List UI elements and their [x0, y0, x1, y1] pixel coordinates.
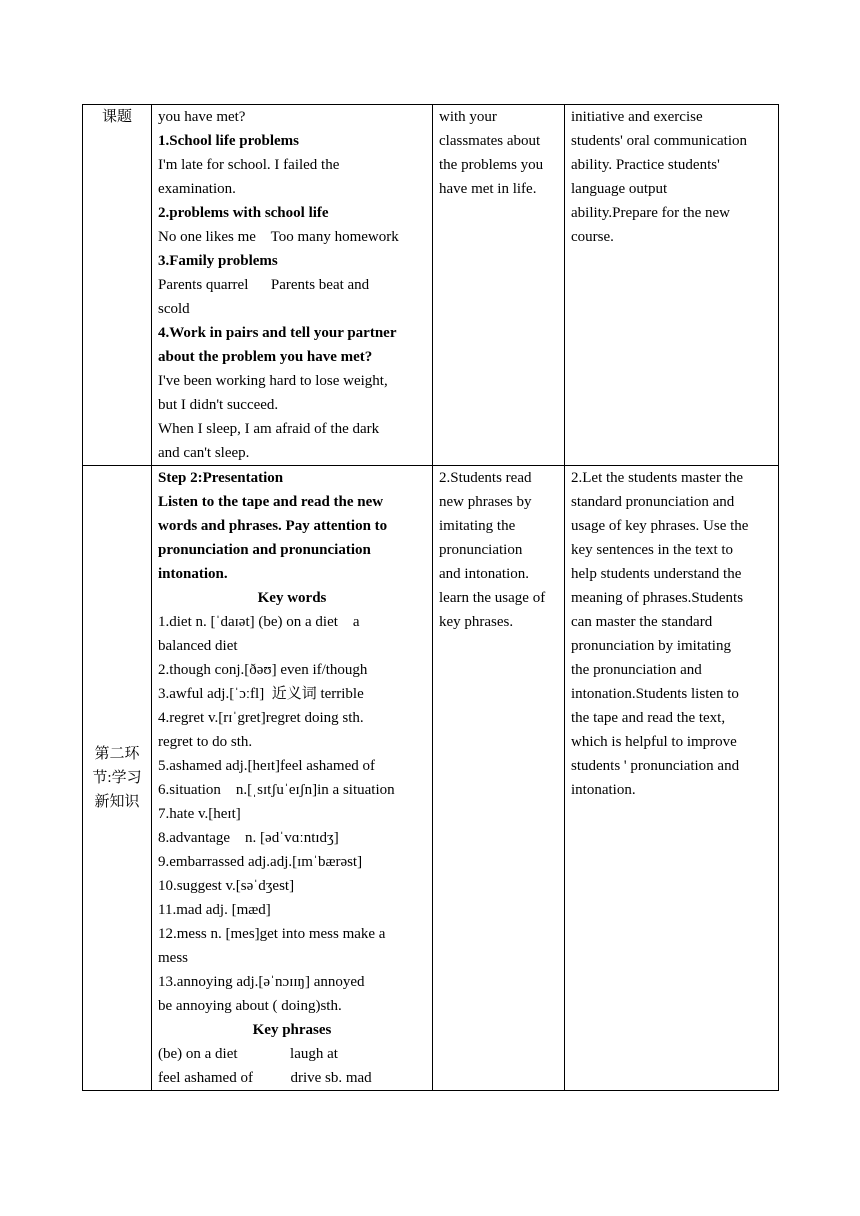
text-line: Key words [257, 590, 327, 606]
table-row [83, 105, 779, 466]
text-line: you have met? [158, 109, 246, 125]
text-line: and intonation. [439, 566, 529, 582]
text-line: balanced diet [158, 638, 238, 654]
text-line: I'm late for school. I failed the [158, 157, 340, 173]
text-line: I've been working hard to lose weight, [158, 373, 388, 389]
text-line: When I sleep, I am afraid of the dark [158, 421, 380, 437]
text-line: 13.annoying adj.[əˈnɔɪɪŋ] annoyed [158, 974, 365, 990]
content-cell [152, 466, 433, 1091]
text-line: examination. [158, 181, 236, 197]
text-line: students' oral communication [571, 133, 748, 149]
text-line: 8.advantage n. [ədˈvɑːntɪdʒ] [158, 830, 339, 846]
text-line: scold [158, 301, 190, 317]
text-line: have met in life. [439, 181, 537, 197]
teaching-purpose-cell [565, 466, 779, 1091]
text-line: pronunciation and pronunciation [158, 542, 371, 558]
text-line: initiative and exercise [571, 109, 703, 125]
text-line: and can't sleep. [158, 445, 250, 461]
content-cell [152, 105, 433, 466]
text-line: key phrases. [439, 614, 514, 630]
text-line: No one likes me Too many homework [158, 229, 399, 245]
text-line: the problems you [439, 157, 544, 173]
text-line: 9.embarrassed adj.adj.[ɪmˈbærəst] [158, 854, 363, 870]
student-activity-cell [433, 466, 565, 1091]
text-line: Listen to the tape and read the new [158, 494, 384, 510]
text-line: 6.situation n.[ˌsɪtʃuˈeɪʃn]in a situation [158, 782, 395, 798]
table-row [83, 466, 779, 1091]
text-line: 2.problems with school life [158, 205, 329, 221]
student-activity-cell [433, 105, 565, 466]
text-line: Parents quarrel Parents beat and [158, 277, 370, 293]
text-line: pronunciation [439, 542, 523, 558]
text-line: language output [571, 181, 668, 197]
text-line: 4.regret v.[rɪˈgret]regret doing sth. [158, 710, 364, 726]
teaching-purpose-cell [565, 105, 779, 466]
text-line: students ' pronunciation and [571, 758, 740, 774]
text-line: regret to do sth. [158, 734, 253, 750]
text-line: Step 2:Presentation [158, 470, 284, 486]
text-line: meaning of phrases.Students [571, 590, 744, 606]
text-line: which is helpful to improve [571, 734, 737, 750]
text-line: 节:学习 [92, 770, 142, 786]
text-line: standard pronunciation and [571, 494, 735, 510]
text-line: 新知识 [94, 794, 140, 810]
text-line: ability. Practice students' [571, 157, 720, 173]
text-line: help students understand the [571, 566, 742, 582]
text-line: be annoying about ( doing)sth. [158, 998, 342, 1014]
text-line: 2.Let the students master the [571, 470, 744, 486]
text-line: 3.Family problems [158, 253, 278, 269]
text-line: course. [571, 229, 614, 245]
text-line: new phrases by [439, 494, 532, 510]
text-line: but I didn't succeed. [158, 397, 279, 413]
text-line: 2.Students read [439, 470, 532, 486]
text-line: 第二环 [94, 746, 140, 762]
text-line: can master the standard [571, 614, 713, 630]
text-line: words and phrases. Pay attention to [158, 518, 388, 534]
text-line: 11.mad adj. [mæd] [158, 902, 271, 918]
text-line: intonation.Students listen to [571, 686, 739, 702]
row-label: 课题 [101, 109, 132, 125]
text-line: intonation. [571, 782, 636, 798]
text-line: feel ashamed of drive sb. mad [158, 1070, 372, 1086]
text-line: usage of key phrases. Use the [571, 518, 749, 534]
text-line: 3.awful adj.[ˈɔːfl] 近义词 terrible [158, 686, 364, 702]
text-line: 1.diet n. [ˈdaɪət] (be) on a diet a [158, 614, 360, 630]
text-line: 1.School life problems [158, 133, 299, 149]
text-line: with your [439, 109, 497, 125]
text-line: 4.Work in pairs and tell your partner [158, 325, 397, 341]
text-line: 5.ashamed adj.[heɪt]feel ashamed of [158, 758, 375, 774]
row-label-cell [83, 105, 152, 466]
lesson-plan-table [82, 104, 779, 1091]
text-line: about the problem you have met? [158, 349, 373, 365]
text-line: Key phrases [252, 1022, 332, 1038]
text-line: pronunciation by imitating [571, 638, 731, 654]
text-line: mess [158, 950, 188, 966]
text-line: 12.mess n. [mes]get into mess make a [158, 926, 386, 942]
text-line: (be) on a diet laugh at [158, 1046, 338, 1062]
text-line: 7.hate v.[heɪt] [158, 806, 241, 822]
text-line: key sentences in the text to [571, 542, 734, 558]
text-line: imitating the [439, 518, 516, 534]
text-line: 2.though conj.[ðəʊ] even if/though [158, 662, 368, 678]
text-line: learn the usage of [439, 590, 546, 606]
row-label-cell [83, 466, 152, 1091]
text-line: 10.suggest v.[səˈdʒest] [158, 878, 295, 894]
text-line: intonation. [158, 566, 228, 582]
text-line: the pronunciation and [571, 662, 702, 678]
text-line: ability.Prepare for the new [571, 205, 730, 221]
text-line: classmates about [439, 133, 541, 149]
text-line: the tape and read the text, [571, 710, 726, 726]
